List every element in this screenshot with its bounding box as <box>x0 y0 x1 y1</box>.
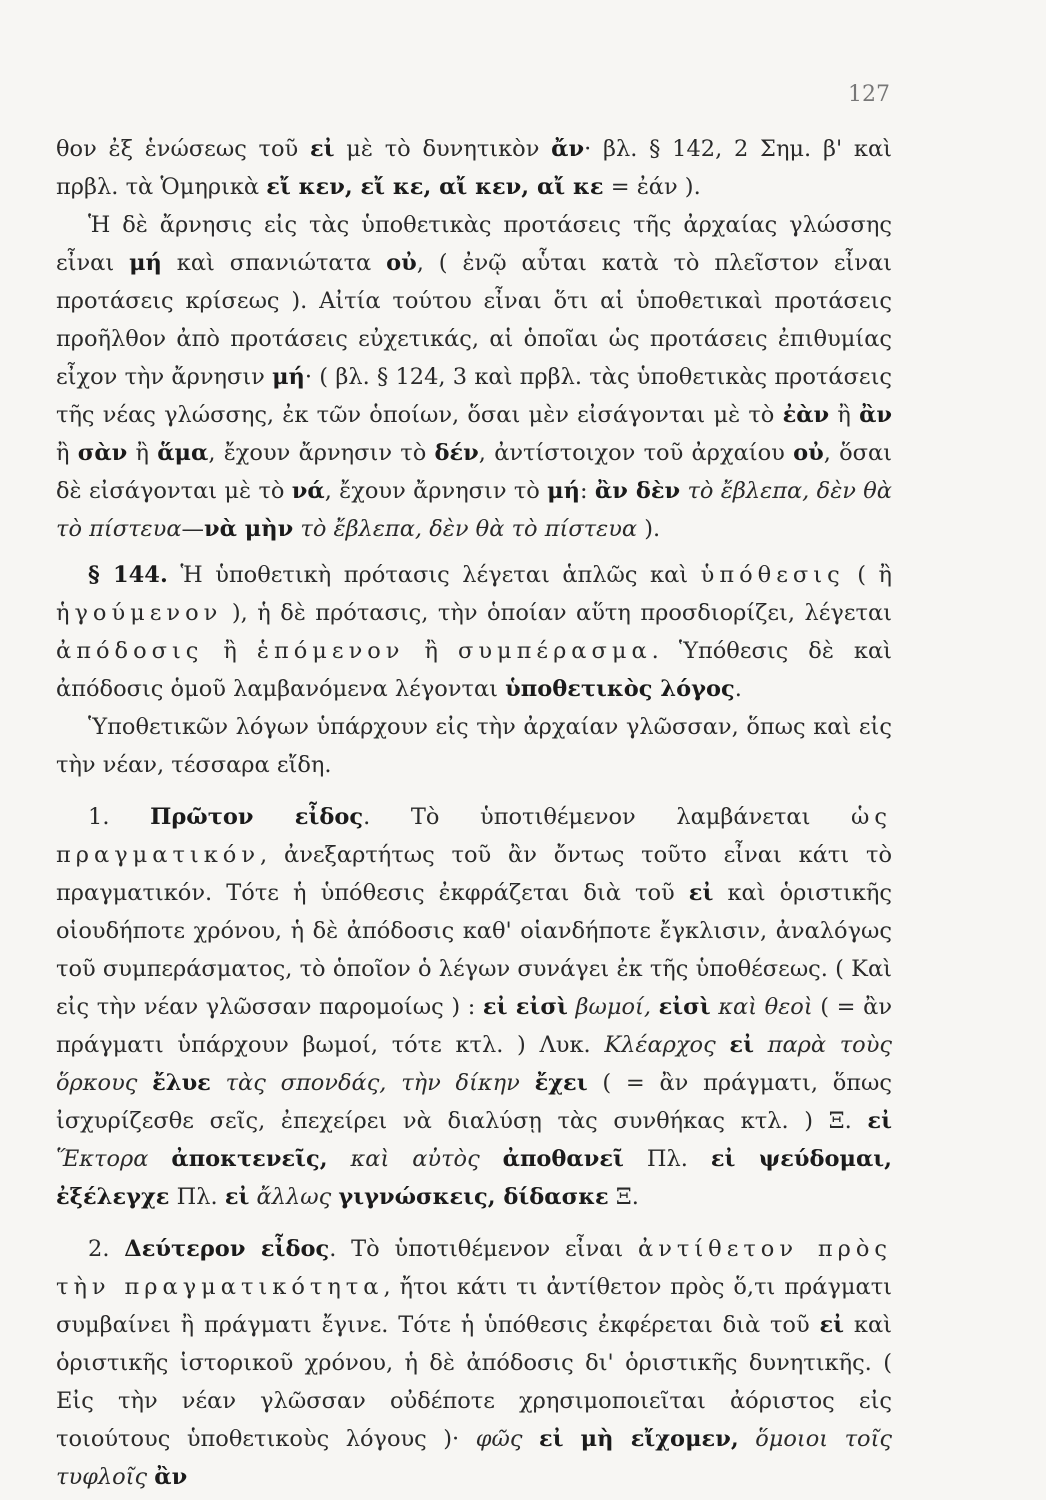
text-run: μὲ τὸ δυνητικὸν <box>334 136 552 162</box>
text-run: Ὑποθετικῶν λόγων ὑπάρχουν εἰς τὴν ἀρχαίαν γλῶσσαν, ὅπως καὶ εἰς τὴν νέαν, τέσσαρα εἴδη. <box>56 714 892 778</box>
paragraph-negation <box>56 206 892 548</box>
body-text <box>56 130 892 1496</box>
text-run <box>754 1032 768 1058</box>
bold-term: ἔχει <box>534 1070 588 1096</box>
text-run: , ἤτοι κάτι τι ἀντίθετον πρὸς ὅ,τι πράγματι συμβαίνει ἢ πράγματι ἔγινε. Τότε ἡ ὑπόθεσις ἐκφέρεται διὰ τοῦ <box>56 1274 892 1338</box>
text-run: ). <box>637 516 661 542</box>
bold-term: δέν <box>434 440 479 466</box>
bold-term: εἰ ψεύδομαι, ἐξέλεγχε <box>56 1146 892 1210</box>
bold-term: οὐ <box>386 250 417 276</box>
bold-term: ἔλυε <box>152 1070 211 1096</box>
spaced-term: ὡς πραγματικόν <box>56 804 892 868</box>
spaced-term: ἀντίθετον πρὸς τὴν πραγματικότητα <box>56 1236 892 1300</box>
italic-example: ἄλλως <box>256 1184 332 1210</box>
bold-term: ἂν <box>859 402 892 428</box>
bold-term: σὰν <box>77 440 128 466</box>
bold-term: ἂν δὲν <box>594 478 681 504</box>
text-run: ἢ <box>203 638 257 664</box>
text-run <box>211 1070 226 1096</box>
italic-example: Ἕκτορα <box>56 1146 149 1172</box>
spaced-term: ὑπόθεσις <box>700 562 845 588</box>
text-run <box>249 1184 256 1210</box>
text-run: ἢ <box>829 402 860 428</box>
paragraph-second-kind <box>56 1230 892 1496</box>
italic-example: τὰς σπονδάς, τὴν δίκην <box>225 1070 520 1096</box>
text-run: 2. <box>88 1236 125 1262</box>
spaced-term: συμπέρασμα <box>457 638 652 664</box>
text-run: , ἔχουν ἄρνησιν τὸ <box>324 478 548 504</box>
text-run <box>137 1070 152 1096</box>
bold-term: ἀποκτενεῖς, <box>171 1146 328 1172</box>
bold-term: Δεύτερον εἶδος <box>124 1236 330 1262</box>
text-run <box>328 1146 351 1172</box>
text-run: θον ἐξ ἑνώσεως τοῦ <box>56 136 310 162</box>
text-run: — <box>181 516 205 542</box>
italic-example: βωμοί, <box>575 994 651 1020</box>
italic-example: παρὰ τοὺς ὅρκους <box>56 1032 893 1096</box>
paragraph-section-144 <box>56 556 892 708</box>
bold-term: εἰ <box>819 1312 845 1338</box>
text-run: , ὅσαι δὲ εἰσάγονται μὲ τὸ <box>56 440 893 504</box>
italic-example: τὸ ἔβλεπα, δὲν θὰ τὸ πίστευα <box>56 478 893 542</box>
italic-example: φῶς <box>475 1426 523 1452</box>
bold-term: εἰσὶ <box>658 994 711 1020</box>
bold-term: ἅμα <box>157 440 209 466</box>
text-run: ἢ <box>127 440 158 466</box>
italic-example: τὸ ἔβλεπα, δὲν θὰ τὸ πίστευα <box>300 516 638 542</box>
italic-example: ὅμοιοι τοῖς τυφλοῖς <box>56 1426 893 1490</box>
text-run: καὶ σπανιώτατα <box>161 250 387 276</box>
text-run: = ἐάν ). <box>603 174 701 200</box>
bold-term: ἐὰν <box>782 402 830 428</box>
bold-term: νὰ μὴν <box>204 516 294 542</box>
bold-term: νά <box>291 478 325 504</box>
text-run <box>148 1146 171 1172</box>
text-run <box>651 994 659 1020</box>
italic-example: καὶ αὐτὸς <box>350 1146 480 1172</box>
text-run: ), ἡ δὲ πρότασις, τὴν ὁποίαν αὕτη προσδιορίζει, λέγεται <box>222 600 892 626</box>
bold-term: οὐ <box>793 440 824 466</box>
bold-term: Πρῶτον εἶδος <box>150 804 364 830</box>
bold-term: εἰ <box>867 1108 892 1134</box>
bold-term: εἰ <box>309 136 335 162</box>
text-run: ἢ <box>404 638 458 664</box>
spaced-term: ἀπόδοσις <box>56 638 204 664</box>
text-run: Πλ. <box>169 1184 225 1210</box>
bold-term: γιγνώσκεις, δίδασκε <box>338 1184 609 1210</box>
bold-term: ἄν <box>551 136 585 162</box>
bold-term: εἰ <box>729 1032 754 1058</box>
bold-term: § 144. <box>88 562 168 588</box>
text-run: . Τὸ ὑποτιθέμενον λαμβάνεται <box>363 804 852 830</box>
text-run: · βλ. § 142, 2 Σημ. β' καὶ πρβλ. τὰ Ὁμηρικὰ <box>56 136 892 200</box>
paragraph-continuation <box>56 130 892 206</box>
italic-example: Κλέαρχος <box>604 1032 716 1058</box>
italic-example: καὶ θεοὶ <box>718 994 813 1020</box>
bold-term: μή <box>547 478 580 504</box>
text-run <box>522 1426 539 1452</box>
bold-term: ὑποθετικὸς λόγος <box>505 676 735 702</box>
text-run: Ἡ ὑποθετικὴ πρότασις λέγεται ἁπλῶς καὶ <box>167 562 701 588</box>
bold-term: εἰ εἰσὶ <box>482 994 568 1020</box>
bold-term: εἴ κεν, εἴ κε, αἴ κεν, αἴ κε <box>266 174 604 200</box>
text-run: ἢ <box>56 440 78 466</box>
text-run: , ἀντίστοιχον τοῦ ἀρχαίου <box>478 440 794 466</box>
text-run: Ἡ δὲ ἄρνησις εἰς τὰς ὑποθετικὰς προτάσεις τῆς ἀρχαίας γλώσσης εἶναι <box>56 212 892 276</box>
text-run: : <box>580 478 595 504</box>
text-run: · ( βλ. § 124, 3 καὶ πρβλ. τὰς ὑποθετικὰς προτάσεις τῆς νέας γλώσσης, ἐκ τῶν ὁποίων, ὅσαι μὲν εἰσάγονται μὲ τὸ <box>56 364 893 428</box>
bold-term: ἂν <box>154 1464 188 1490</box>
text-run: ( ἢ <box>844 562 893 588</box>
text-run: , ἔχουν ἄρνησιν τὸ <box>208 440 435 466</box>
text-run <box>480 1146 503 1172</box>
text-run: ( = ἂν πράγματι, ὅπως ἰσχυρίζεσθε σεῖς, ἐπεχείρει νὰ διαλύσῃ τὰς συνθήκας κτλ. ) Ξ. <box>56 1070 893 1134</box>
text-run: Πλ. <box>623 1146 711 1172</box>
paragraph-first-kind <box>56 798 892 1216</box>
text-run: ( = ἂν πράγματι ὑπάρχουν βωμοί, τότε κτλ. ) Λυκ. <box>56 994 893 1058</box>
text-run: καὶ ὁριστικῆς ἱστορικοῦ χρόνου, ἡ δὲ ἀπόδοσις δι' ὁριστικῆς δυνητικῆς. ( Εἰς τὴν νέαν γλῶσσαν οὐδέποτε χρησιμοποιεῖται ἀόριστος εἰς τοιούτους ὑποθετικοὺς λόγους )· <box>56 1312 892 1452</box>
bold-term: εἰ <box>688 880 714 906</box>
text-run: . Ὑπόθεσις δὲ καὶ ἀπόδοσις ὁμοῦ λαμβανόμενα λέγονται <box>56 638 892 702</box>
text-run: Ξ. <box>608 1184 639 1210</box>
bold-term: ἀποθανεῖ <box>502 1146 624 1172</box>
text-run: καὶ ὁριστικῆς οἱουδήποτε χρόνου, ἡ δὲ ἀπόδοσις καθ' οἱανδήποτε ἔγκλισιν, ἀναλόγως τοῦ συμπεράσματος, τὸ ὁποῖον ὁ λέγων συνάγει ἐκ τῆς ὑποθέσεως. ( Καὶ εἰς τὴν νέαν γλῶσσαν παρομοίως ) : <box>56 880 892 1020</box>
text-run: , ( ἐνῷ αὗται κατὰ τὸ πλεῖστον εἶναι προτάσεις κρίσεως ). Αἰτία τούτου εἶναι ὅτι αἱ ὑποθετικαὶ προτάσεις προῆλθον ἀπὸ προτάσεις εὐχετικάς, αἱ ὁποῖαι ὡς προτάσεις ἐπιθυμίας εἶχον τὴν ἄρνησιν <box>56 250 892 390</box>
text-run: 1. <box>88 804 151 830</box>
bold-term: μή <box>129 250 162 276</box>
spaced-term: ἑπόμενον <box>256 638 405 664</box>
text-run: . Τὸ ὑποτιθέμενον εἶναι <box>329 1236 638 1262</box>
spaced-term: ἡγούμενον <box>56 600 223 626</box>
text-run <box>520 1070 535 1096</box>
text-run <box>739 1426 756 1452</box>
bold-term: εἰ μὴ εἴχομεν, <box>538 1426 739 1452</box>
text-run: . <box>734 676 742 702</box>
text-run <box>716 1032 730 1058</box>
paragraph-four-kinds <box>56 708 892 784</box>
text-run: , ἀνεξαρτήτως τοῦ ἂν ὄντως τοῦτο εἶναι κάτι τὸ πραγματικόν. Τότε ἡ ὑπόθεσις ἐκφράζεται διὰ τοῦ <box>56 842 892 906</box>
bold-term: μή <box>272 364 305 390</box>
bold-term: εἰ <box>224 1184 250 1210</box>
page-number: 127 <box>848 82 890 107</box>
